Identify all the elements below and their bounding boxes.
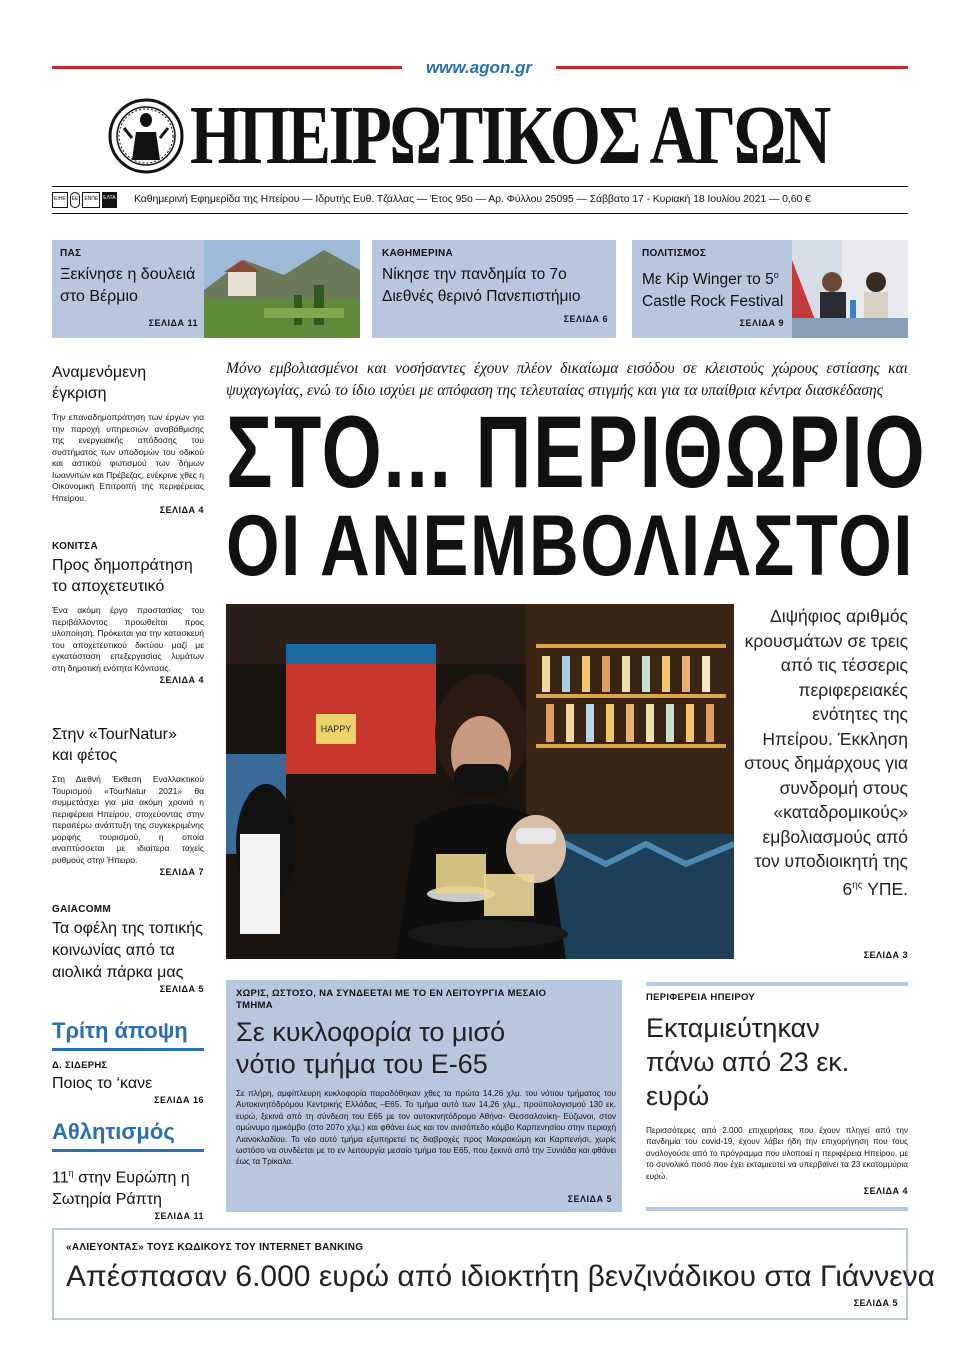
sports-title-sup: η	[68, 1168, 74, 1178]
teaser-kicker: ΚΑΘΗΜΕΡΙΝΑ	[382, 248, 454, 259]
story-page: ΣΕΛΙΔΑ 4	[159, 505, 204, 515]
top-rule-right	[556, 66, 908, 69]
sports-title-text: στην Ευρώπη η Σωτηρία Ράπτη	[52, 1169, 190, 1209]
lead-side-text-main: Διψήφιος αριθμός κρουσμάτων σε τρεις από τις τέσσερις περιφερειακές ενότητες της Ηπείρου. Έκκληση στους δημάρχους για συνδρομή στους «καταδρομικούς» εμβολιασμούς από τον υποδιοικητή της 6	[744, 606, 908, 899]
masthead-title: ΗΠΕΙΡΩΤΙΚΟΣ ΑΓΩΝ	[190, 89, 829, 182]
region-bottom-rule	[646, 1207, 908, 1211]
story-body: Στη Διεθνή Έκθεση Εναλλακτικού Τουρισμού «TourNatur 2021» θα συμμετάσχει για μία ακόμη χρονιά η περιφέρεια Ηπείρου, στοχεύοντας στην περαιτέρω ανάπτυξη της συγκεκριμένης μορφής τουρισμού, η οποία αναπτύσσεται με ιδιαίτερα ταχείς ρυθμούς στην Ήπειρο.	[52, 774, 204, 865]
sports-title-num: 11	[52, 1169, 69, 1187]
masthead-seal	[108, 98, 184, 174]
left-story-4[interactable]	[52, 904, 204, 994]
teaser-kicker: ΠΟΛΙΤΙΣΜΟΣ	[642, 248, 707, 259]
teaser-politismos[interactable]	[632, 240, 792, 338]
teaser-politismos-photo	[792, 240, 908, 338]
story-body: Ένα ακόμη έργο προστασίας του περιβάλλοντος προωθείται προς υλοποίηση. Πρόκειται για την κατασκευή του αποχετευτικού δικτύου μαζί με εγκατάσταση επεξεργασίας λυμάτων στη δημοτική ενότητα Κόνιτσας.	[52, 605, 204, 673]
bottom-kicker: «ΑΛΙΕΥΟΝΤΑΣ» ΤΟΥΣ ΚΩΔΙΚΟΥΣ ΤΟΥ INTERNET BANKING	[66, 1242, 364, 1253]
sports-page: ΣΕΛΙΔΑ 11	[154, 1211, 204, 1222]
teaser-page: ΣΕΛΙΔΑ 9	[739, 318, 784, 328]
badge-icon: ΕΛΤΑ	[102, 192, 116, 208]
top-rule-left	[52, 66, 402, 69]
e65-body: Σε πλήρη, αμφίπλευρη κυκλοφορία παραδόθηκαν χθες τα πρώτα 14,26 χλμ. του νότιου τμήματος του Αυτοκινητόδρόμου Κεντρικής Ελλάδας –Ε65. Το τμήμα αυτό των 14,26 χλμ., προϋπολογισμού 130 εκ. ευρώ, ξεκινά από τη σύνδεση του Ε65 με τον αυτοκινητόδρομο Αθήνα- Θεσσαλονίκη- Εύζωνοι, στον ομώνυμο ημικόμβο (στο 207ο χλμ.) και φθάνει έως και τον ανισόπεδο κόμβο Καρπενησίου στην περιοχή Λιανοκλαδίου. Το νέο αυτό τμήμα εξυπηρετεί τις διαβροχές προς Μακρακώμη και Καρπενήσι, χωρίς ωστόσο να συνδέεται με το εν λειτουργία μεσαίο τμήμα του Ε65, που ξεκινά από την Ξυνιάδα και φθάνει έως τα Τρίκαλα.	[236, 1089, 616, 1167]
issue-info-line: Καθημερινή Εφημερίδα της Ηπείρου — Ιδρυτής Ευθ. Τζάλλας — Έτος 95ο — Αρ. Φύλλου 25095 — Σάββατο 17 - Κυριακή 18 Ιουλίου 2021 — 0,60 €	[134, 193, 811, 205]
e65-page: ΣΕΛΙΔΑ 5	[567, 1194, 612, 1204]
story-page: ΣΕΛΙΔΑ 7	[159, 867, 204, 877]
membership-badges	[52, 192, 132, 208]
sports-block[interactable]	[52, 1162, 204, 1221]
region-story[interactable]	[646, 992, 908, 1210]
story-page: ΣΕΛΙΔΑ 4	[159, 675, 204, 685]
lead-subhead: Μόνο εμβολιασμένοι και νοσήσαντες έχουν πλέον δικαίωμα εισόδου σε κλειστούς χώρους εστίασης και ψυχαγωγίας, ενώ το ίδιο ισχύει με απόφαση της τελευταίας στιγμής και για τα υπαίθρια κέντρα διασκέδασης	[226, 360, 908, 399]
lead-photo	[226, 604, 734, 959]
opinion-section-title[interactable]: Τρίτη άποψη	[52, 1016, 204, 1051]
opinion-block[interactable]	[52, 1060, 204, 1105]
opinion-page: ΣΕΛΙΔΑ 16	[154, 1095, 204, 1105]
teaser-title-text-2: Castle Rock Festival	[642, 293, 784, 311]
left-story-2[interactable]	[52, 541, 204, 685]
teaser-title: Νίκησε την πανδημία το 7ο Διεθνές θερινό Πανεπιστήμιο	[382, 266, 581, 305]
teaser-page: ΣΕΛΙΔΑ 11	[148, 318, 198, 328]
teaser-page: ΣΕΛΙΔΑ 6	[563, 314, 608, 324]
teaser-title: Ξεκίνησε η δουλειά στο Βέρμιο	[60, 266, 196, 305]
teaser-title-sup: ο	[773, 270, 779, 280]
lead-side-text-end: ΥΠΕ.	[862, 878, 908, 899]
region-kicker: ΠΕΡΙΦΕΡΕΙΑ ΗΠΕΙΡΟΥ	[646, 992, 756, 1003]
story-page: ΣΕΛΙΔΑ 5	[159, 984, 204, 994]
teaser-title-text: Με Kip Winger το 5	[642, 271, 774, 289]
teaser-pas[interactable]	[52, 240, 204, 338]
region-body: Περισσότερες από 2.000 επιχειρήσεις που έχουν πληγεί από την πανδημία του covid-19, έχουν λάβει ήδη την επιχορήγηση που τους αναλογούσε από το πρόγραμμα που υλοποιεί η περιφέρεια Ηπείρου, με το συνολικό ποσό που έχει εκταμιευτεί να υπερβαίνει τα 23 εκατομμύρια ευρώ.	[646, 1126, 908, 1181]
left-story-1[interactable]	[52, 362, 204, 515]
story-title: Στην «TourNatur» και φέτος	[52, 726, 177, 764]
opinion-title: Ποιος το ‘κανε	[52, 1075, 153, 1092]
bottom-story[interactable]	[52, 1228, 935, 1320]
badge-icon: ΕΕ	[70, 192, 81, 208]
story-body: Την επαναδημοπράτηση των έργων για την παροχή υπηρεσιών αναβάθμισης της ενεργειακής απόδοσης του συστήματος των υποδομών του οδικού και αστικού φωτισμού των δήμων Ιωαννιτών και Πρέβεζας, ενέκρινε χθες η Οικονομική Επιτροπή της περιφέρειας Ηπείρου.	[52, 412, 204, 503]
lead-side-text-sup: ης	[852, 879, 863, 891]
badge-icon: ΕΝΠΕ	[82, 192, 100, 208]
teaser-pas-photo	[204, 240, 360, 338]
story-kicker: ΚΟΝΙΤΣΑ	[52, 541, 98, 552]
e65-title: Σε κυκλοφορία το μισό νότιο τμήμα του Ε-65	[236, 1017, 506, 1079]
e65-kicker: ΧΩΡΙΣ, ΩΣΤΟΣΟ, ΝΑ ΣΥΝΔΕΕΤΑΙ ΜΕ ΤΟ ΕΝ ΛΕΙΤΟΥΡΓΙΑ ΜΕΣΑΙΟ ΤΜΗΜΑ	[236, 988, 547, 1011]
story-title: Προς δημοπράτηση το αποχετευτικό	[52, 557, 193, 595]
lead-page[interactable]: ΣΕΛΙΔΑ 3	[863, 950, 908, 960]
bottom-page: ΣΕΛΙΔΑ 5	[853, 1298, 898, 1308]
lead-side-text	[740, 604, 908, 901]
masthead-bottom-rule	[52, 186, 908, 187]
teaser-kathimerina[interactable]	[372, 240, 616, 338]
photo-sign-text: HAPPY	[320, 724, 352, 734]
bottom-title: Απέσπασαν 6.000 ευρώ από ιδιοκτήτη βενζινάδικου στα Γιάννενα	[66, 1260, 935, 1293]
badge-icon: ΕΙΗΕ	[52, 192, 68, 208]
region-page: ΣΕΛΙΔΑ 4	[863, 1186, 908, 1197]
masthead-bottom-rule-2	[52, 213, 908, 214]
teaser-title	[642, 264, 792, 313]
e65-story[interactable]	[226, 980, 622, 1212]
story-kicker: GAIACOMM	[52, 904, 112, 915]
opinion-author: Δ. ΣΙΔΕΡΗΣ	[52, 1060, 108, 1071]
teaser-kicker: ΠΑΣ	[60, 248, 82, 259]
left-story-3[interactable]	[52, 724, 204, 877]
lead-headline-line-1[interactable]: ΣΤΟ... ΠΕΡΙΘΩΡΙΟ	[226, 395, 927, 509]
story-title: Αναμενόμενη έγκριση	[52, 364, 147, 402]
story-title: Τα οφέλη της τοπικής κοινωνίας από τα αιολικά πάρκα μας	[52, 920, 203, 981]
region-top-rule	[646, 982, 908, 986]
sports-section-title[interactable]: Αθλητισμός	[52, 1117, 204, 1152]
website-url[interactable]: www.agon.gr	[425, 58, 533, 77]
sports-title	[52, 1162, 204, 1211]
lead-headline-line-2[interactable]: ΟΙ ΑΝΕΜΒΟΛΙΑΣΤΟΙ	[226, 498, 915, 594]
region-title: Εκταμιεύτηκαν πάνω από 23 εκ. ευρώ	[646, 1013, 850, 1111]
